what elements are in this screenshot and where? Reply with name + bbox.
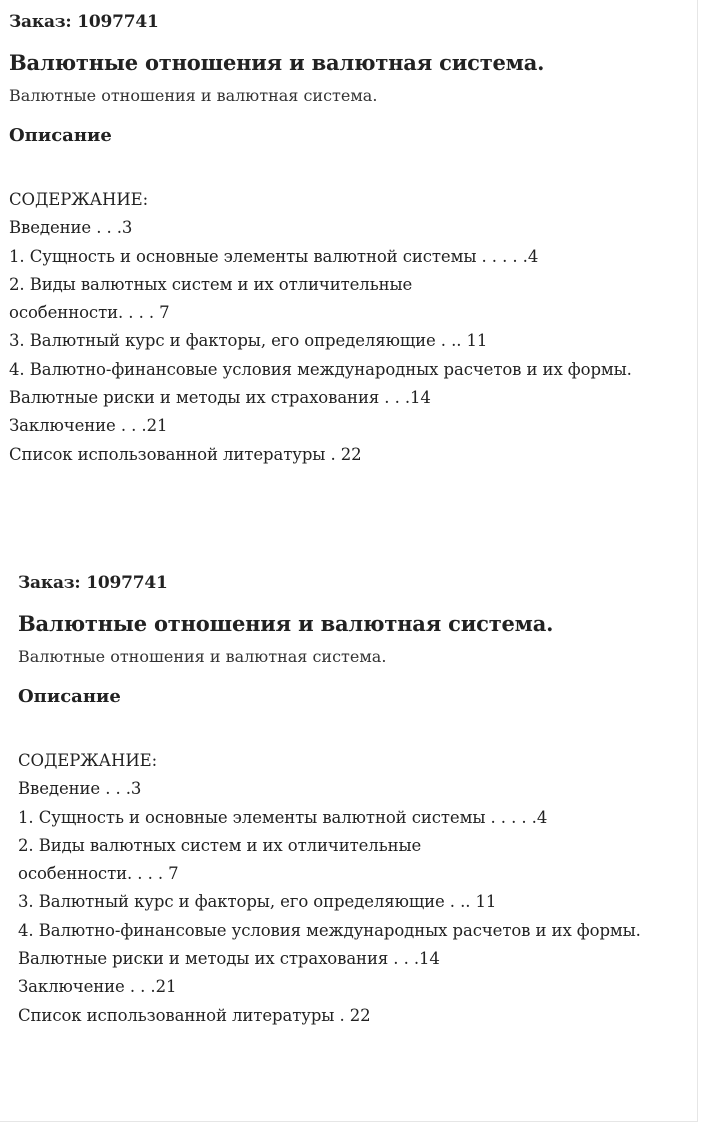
toc-item-introduction: Введение . . .3 (9, 218, 133, 238)
toc-item-2: 2. Виды валютных систем и их отличительные особенности. . . . 7 (18, 835, 422, 884)
table-of-contents (18, 747, 688, 1030)
order-number: Заказ: 1097741 (9, 12, 159, 32)
toc-item-4: 4. Валютно-финансовые условия международных расчетов и их формы. (9, 359, 632, 379)
toc-item-risks: Валютные риски и методы их страхования . . .14 (18, 949, 440, 969)
document-title[interactable]: Валютные отношения и валютная система. (18, 611, 554, 636)
toc-item-references: Список использованной литературы . 22 (9, 444, 362, 464)
toc-item-3: 3. Валютный курс и факторы, его определяющие . .. 11 (9, 331, 488, 351)
toc-item-references: Список использованной литературы . 22 (18, 1005, 371, 1025)
description-heading: Описание (18, 686, 121, 707)
toc-heading: СОДЕРЖАНИЕ: (18, 751, 158, 770)
document-subtitle: Валютные отношения и валютная система. (9, 86, 378, 105)
toc-item-1: 1. Сущность и основные элементы валютной системы . . . . .4 (18, 807, 548, 827)
document-title[interactable]: Валютные отношения и валютная система. (9, 50, 545, 75)
toc-item-4: 4. Валютно-финансовые условия международных расчетов и их формы. (18, 920, 641, 940)
order-card-2 (18, 569, 688, 1030)
toc-heading: СОДЕРЖАНИЕ: (9, 190, 149, 209)
toc-item-conclusion: Заключение . . .21 (9, 416, 168, 436)
toc-item-risks: Валютные риски и методы их страхования . . .14 (9, 388, 431, 408)
order-card-1 (9, 8, 689, 469)
toc-item-introduction: Введение . . .3 (18, 779, 142, 799)
toc-item-conclusion: Заключение . . .21 (18, 977, 177, 997)
toc-item-3: 3. Валютный курс и факторы, его определяющие . .. 11 (18, 892, 497, 912)
toc-item-1: 1. Сущность и основные элементы валютной системы . . . . .4 (9, 246, 539, 266)
description-heading: Описание (9, 125, 112, 146)
table-of-contents (9, 186, 689, 469)
toc-item-2: 2. Виды валютных систем и их отличительные особенности. . . . 7 (9, 274, 413, 323)
document-subtitle: Валютные отношения и валютная система. (18, 647, 387, 666)
order-number: Заказ: 1097741 (18, 573, 168, 593)
